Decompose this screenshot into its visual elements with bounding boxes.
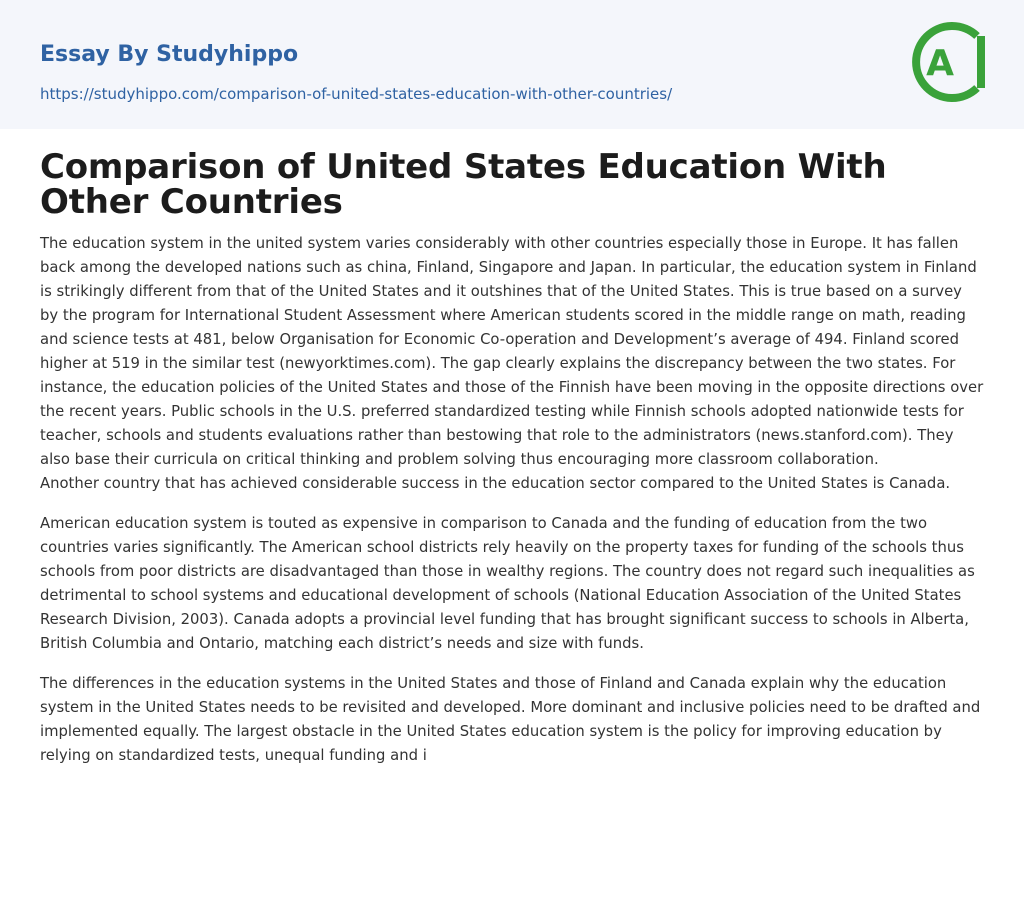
site-brand[interactable]: Essay By Studyhippo (40, 42, 299, 67)
article (40, 147, 984, 768)
logo-letter: A (926, 43, 954, 84)
page-title: Comparison of United States Education With Other Countries (40, 147, 887, 222)
studyhippo-logo-icon[interactable] (910, 18, 988, 106)
article-paragraph-2: Another country that has achieved considerable success in the education sector compared to the United States is Canada. (40, 475, 951, 492)
essay-url-link[interactable]: https://studyhippo.com/comparison-of-united-states-education-with-other-countries/ (40, 85, 673, 103)
article-paragraph-4: The differences in the education systems in the United States and those of Finland and Canada explain why the education system in the United States needs to be revisited and developed. More dominant and inclusive policies need to be drafted and implemented equally. The largest obstacle in the United States education system is the policy for improving education by relying on standardized tests, unequal funding and i (40, 675, 981, 764)
article-paragraph-3: American education system is touted as expensive in comparison to Canada and the funding of education from the two countries varies significantly. The American school districts rely heavily on the property taxes for funding of the schools thus schools from poor districts are disadvantaged than those in wealthy regions. The country does not regard such inequalities as detrimental to school systems and educational development of schools (National Education Association of the United States Research Division, 2003). Canada adopts a provincial level funding that has brought significant success to schools in Alberta, British Columbia and Ontario, matching each district’s needs and size with funds. (40, 515, 975, 652)
paragraph-gap (40, 656, 984, 672)
site-header (0, 0, 1024, 129)
paragraph-gap (40, 496, 984, 512)
article-paragraph-1: The education system in the united system varies considerably with other countries especially those in Europe. It has fallen back among the developed nations such as china, Finland, Singapore and Japan. In particular, the education system in Finland is strikingly different from that of the United States and it outshines that of the United States. This is true based on a survey by the program for International Student Assessment where American students scored in the middle range on math, reading and science tests at 481, below Organisation for Economic Co-operation and Development’s average of 494. Finland scored higher at 519 in the similar test (newyorktimes.com). The gap clearly explains the discrepancy between the two states. For instance, the education policies of the United States and those of the Finnish have been moving in the opposite directions over the recent years. Public schools in the U.S. preferred standardized testing while Finnish schools adopted nationwide tests for teacher, schools and students evaluations rather than bestowing that role to the administrators (news.stanford.com). They also base their curricula on critical thinking and problem solving thus encouraging more classroom collaboration. (40, 235, 984, 468)
